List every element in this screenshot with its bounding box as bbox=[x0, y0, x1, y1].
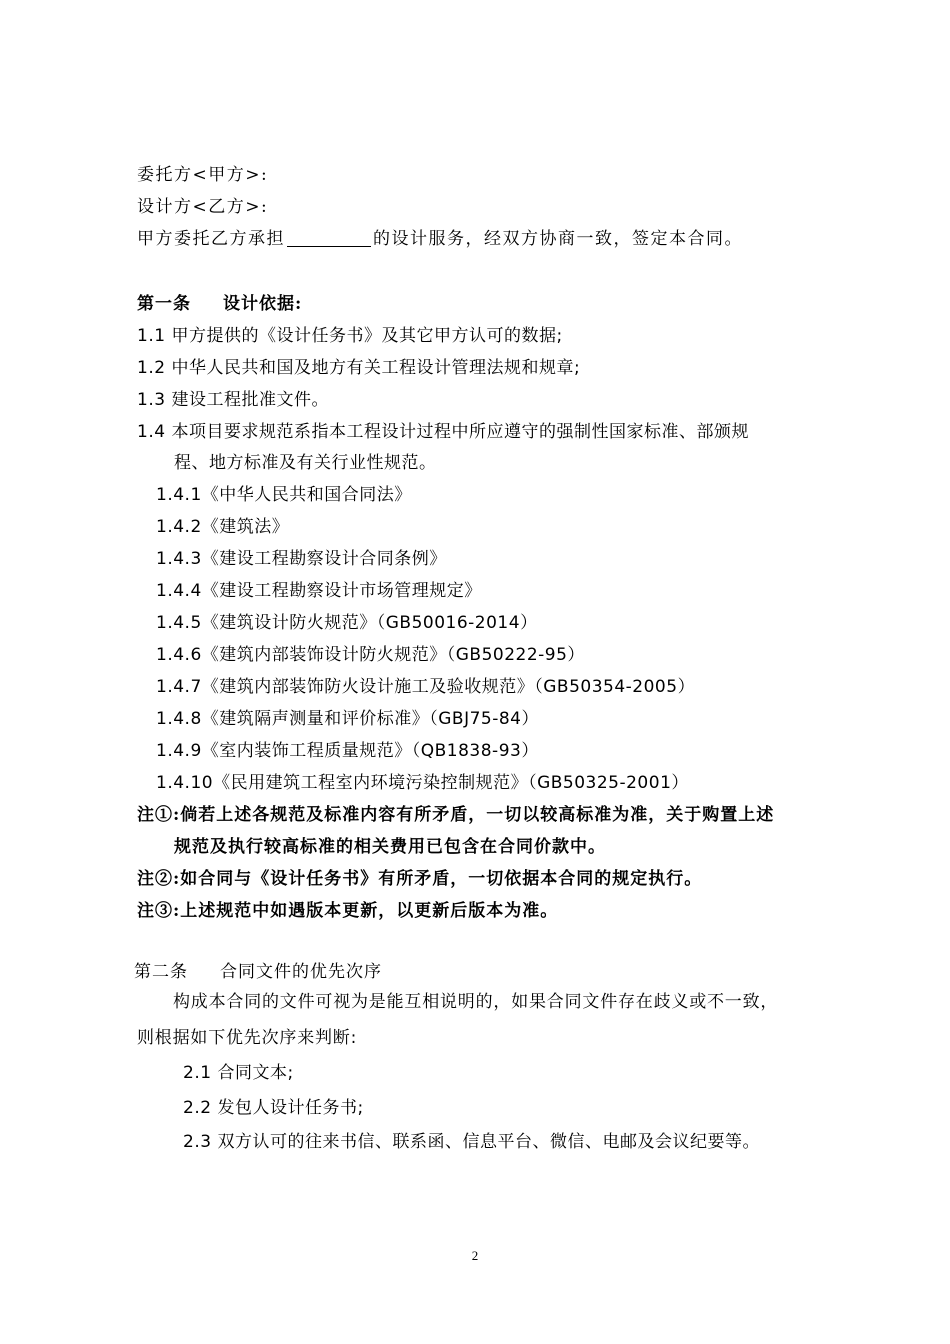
article1-heading bbox=[137, 293, 302, 315]
article2-paragraph-continuation: 则根据如下优先次序来判断: bbox=[137, 1028, 358, 1048]
article1-title: 设计依据: bbox=[223, 294, 303, 314]
standard-item: 1.4.5《建筑设计防火规范》（GB50016-2014） bbox=[156, 613, 538, 633]
designer-line: 设计方<乙方>: bbox=[137, 197, 269, 217]
priority-item: 2.3 双方认可的往来书信、联系函、信息平台、微信、电邮及会议纪要等。 bbox=[183, 1132, 760, 1152]
article2-title: 合同文件的优先次序 bbox=[220, 962, 382, 982]
standard-item: 1.4.1《中华人民共和国合同法》 bbox=[156, 485, 412, 505]
article1-item: 1.2 中华人民共和国及地方有关工程设计管理法规和规章; bbox=[137, 358, 581, 378]
article2-number: 第二条 bbox=[134, 962, 188, 982]
statement-after: 的设计服务，经双方协商一致，签定本合同。 bbox=[373, 229, 743, 249]
statement-before: 甲方委托乙方承担 bbox=[137, 229, 285, 249]
article2-heading bbox=[134, 961, 382, 983]
standard-item: 1.4.2《建筑法》 bbox=[156, 517, 290, 537]
standard-item: 1.4.7《建筑内部装饰防火设计施工及验收规范》（GB50354-2005） bbox=[156, 677, 696, 697]
standard-item: 1.4.8《建筑隔声测量和评价标准》（GBJ75-84） bbox=[156, 709, 540, 729]
article1-item: 1.3 建设工程批准文件。 bbox=[137, 390, 329, 410]
note-2: 注②:如合同与《设计任务书》有所矛盾，一切依据本合同的规定执行。 bbox=[137, 869, 703, 889]
client-line: 委托方<甲方>: bbox=[137, 165, 269, 185]
standard-item: 1.4.3《建设工程勘察设计合同条例》 bbox=[156, 549, 447, 569]
article2-paragraph: 构成本合同的文件可视为是能互相说明的，如果合同文件存在歧义或不一致， bbox=[173, 992, 779, 1012]
article1-item-continuation: 程、地方标准及有关行业性规范。 bbox=[174, 453, 437, 473]
article1-item: 1.4 本项目要求规范系指本工程设计过程中所应遵守的强制性国家标准、部颁规 bbox=[137, 422, 749, 442]
note-3: 注③:上述规范中如遇版本更新，以更新后版本为准。 bbox=[137, 901, 559, 921]
note-1-continuation: 规范及执行较高标准的相关费用已包含在合同价款中。 bbox=[174, 837, 606, 857]
standard-item: 1.4.4《建设工程勘察设计市场管理规定》 bbox=[156, 581, 482, 601]
page-number: 2 bbox=[471, 1248, 479, 1263]
project-name-blank bbox=[287, 228, 371, 247]
standard-item: 1.4.10《民用建筑工程室内环境污染控制规范》（GB50325-2001） bbox=[156, 773, 689, 793]
note-1: 注①:倘若上述各规范及标准内容有所矛盾，一切以较高标准为准，关于购置上述 bbox=[137, 805, 775, 825]
standard-item: 1.4.6《建筑内部装饰设计防火规范》（GB50222-95） bbox=[156, 645, 585, 665]
commission-statement bbox=[137, 228, 743, 250]
priority-item: 2.1 合同文本; bbox=[183, 1063, 294, 1083]
article1-item: 1.1 甲方提供的《设计任务书》及其它甲方认可的数据; bbox=[137, 326, 563, 346]
standard-item: 1.4.9《室内装饰工程质量规范》（QB1838-93） bbox=[156, 741, 539, 761]
priority-item: 2.2 发包人设计任务书; bbox=[183, 1098, 364, 1118]
article1-number: 第一条 bbox=[137, 294, 191, 314]
